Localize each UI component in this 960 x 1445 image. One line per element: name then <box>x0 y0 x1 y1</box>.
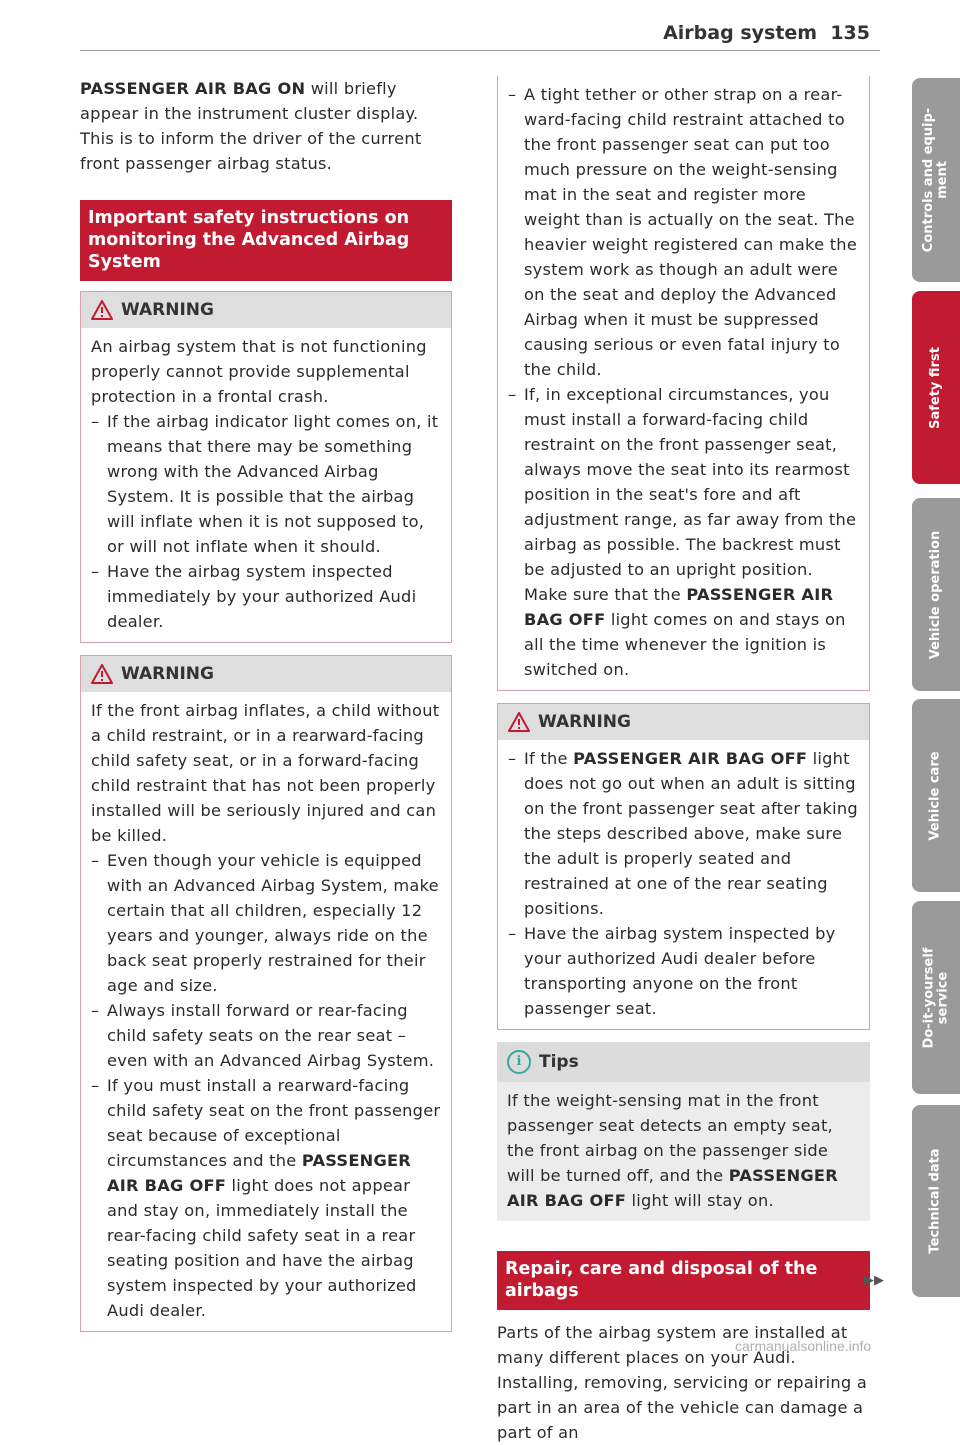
warning-triangle-icon <box>91 664 113 684</box>
warning-header <box>498 704 869 740</box>
list-item: – Even though your vehicle is equipped with an Advanced Airbag System, make certain that all children, especially 12 years and younger, always ride on the back seat properly restrained for their age and size. <box>91 848 441 998</box>
list-item: – If the airbag indicator light comes on, it means that there may be something wrong with the Advanced Airbag System. It is possible that the airbag will inflate when it is not supposed to, or will not inflate when it should. <box>91 409 441 559</box>
list-item: – Always install forward or rear-facing child safety seats on the rear seat – even with an Advanced Airbag System. <box>91 998 441 1073</box>
tips-box <box>497 1042 870 1221</box>
right-column <box>497 76 870 1445</box>
warning-box-2 <box>80 655 452 1332</box>
list-item: – If you must install a rearward-facing child safety seat on the front passenger seat because of exceptional circumstances and the PASSENGER AIR BAG OFF light does not appear and stay on, immediately install the rear-facing child safety seat in a rear seating position and have the airbag system inspected by your authorized Audi dealer. <box>91 1073 441 1323</box>
tab-controls-and-equipment[interactable] <box>912 78 960 282</box>
list-item: – Have the airbag system inspected immediately by your authorized Audi dealer. <box>91 559 441 634</box>
section-title: Airbag system <box>663 22 818 44</box>
warning-triangle-icon <box>508 712 530 732</box>
left-column <box>80 76 452 1332</box>
tab-safety-first[interactable] <box>912 291 960 484</box>
list-item: – A tight tether or other strap on a rear-ward-facing child restraint attached to the front passenger seat can put too much pressure on the weight-sensing mat in the seat and register more weight than is actually on the seat. The heavier weight registered can make the system work as though an adult were on the seat and deploy the Advanced Airbag when it must be suppressed causing serious or even fatal injury to the child. <box>508 82 859 382</box>
warning-lead: An airbag system that is not functioning properly cannot provide supplemental protection in a frontal crash. <box>91 337 427 406</box>
warning-header <box>81 656 451 692</box>
page-number: 135 <box>830 22 870 44</box>
tab-label: Controls and equip- ment <box>921 107 950 253</box>
section-heading-repair: Repair, care and disposal of the airbags <box>497 1251 870 1310</box>
tab-label: Vehicle operation <box>928 530 944 659</box>
section-heading-safety: Important safety instructions on monitoring the Advanced Airbag System <box>80 200 452 281</box>
warning-box-3 <box>497 703 870 1030</box>
running-header <box>640 22 870 44</box>
warning-title: WARNING <box>538 712 631 732</box>
continue-arrow-icon: ▶▶ <box>864 1273 884 1288</box>
tips-text: If the weight-sensing mat in the front passenger seat detects an empty seat, the front airbag on the passenger side will be turned off, and the PASSENGER AIR BAG OFF light will stay on. <box>507 1091 838 1210</box>
tab-label: Technical data <box>928 1148 943 1254</box>
watermark: carmanualsonline.info <box>735 1338 872 1354</box>
warning-title: WARNING <box>121 300 214 320</box>
tab-technical-data[interactable] <box>912 1105 960 1297</box>
tab-label: Vehicle care <box>928 750 943 841</box>
list-item: – If the PASSENGER AIR BAG OFF light does not go out when an adult is sitting on the front passenger seat after taking the steps described above, make sure the adult is properly seated and restrained at one of the rear seating positions. <box>508 746 859 921</box>
info-icon: i <box>507 1050 531 1074</box>
warning-header <box>81 292 451 328</box>
warning-continuation-box <box>497 76 870 691</box>
list-item: – Have the airbag system inspected by your authorized Audi dealer before transporting anyone on the front passenger seat. <box>508 921 859 1021</box>
warning-title: WARNING <box>121 664 214 684</box>
warning-lead: If the front airbag inflates, a child without a child restraint, or in a rearward-facing child safety seat, or in a forward-facing child restraint that has not been properly installed will be seriously injured and can be killed. <box>91 701 440 845</box>
tab-vehicle-care[interactable] <box>912 699 960 892</box>
header-rule <box>80 50 880 51</box>
repair-paragraph: Parts of the airbag system are installed at many different places on your Audi. Installing, removing, servicing or repairing a part in an area of the vehicle can damage a part of an <box>497 1323 867 1442</box>
warning-triangle-icon <box>91 300 113 320</box>
tab-do-it-yourself-service[interactable] <box>912 901 960 1094</box>
tips-title: Tips <box>539 1052 579 1072</box>
tab-label: Safety first <box>928 346 944 429</box>
tab-vehicle-operation[interactable] <box>912 498 960 691</box>
list-item: – If, in exceptional circumstances, you must install a forward-facing child restraint on the front passenger seat, always move the seat into its rearmost position in the seat's fore and aft adjustment range, as far away from the airbag as possible. The backrest must be adjusted to an upright position. Make sure that the PASSENGER AIR BAG OFF light comes on and stays on all the time whenever the ignition is switched on. <box>508 382 859 682</box>
intro-paragraph: PASSENGER AIR BAG ON will briefly appear in the instrument cluster display. This is to inform the driver of the current front passenger airbag status. <box>80 79 422 173</box>
warning-box-1 <box>80 291 452 643</box>
tab-label: Do-it-yourself service <box>921 947 951 1048</box>
tips-header <box>497 1042 870 1082</box>
